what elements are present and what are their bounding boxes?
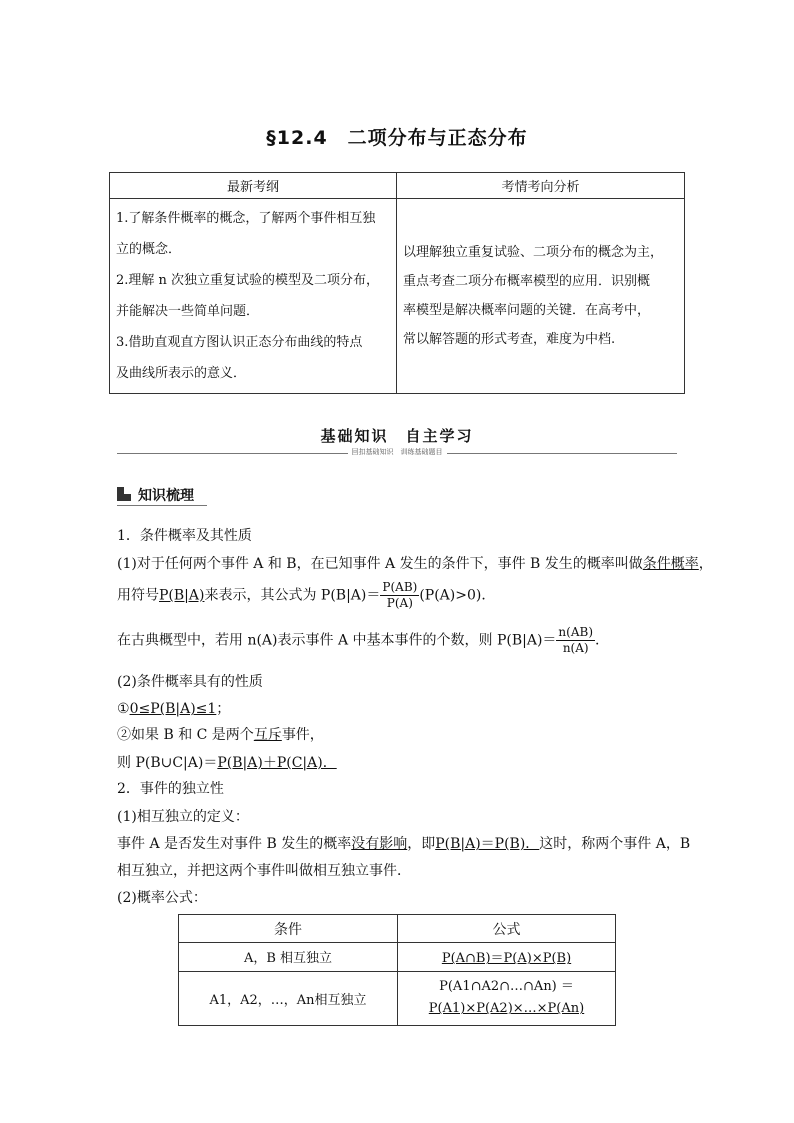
section-heading: 基础知识 自主学习 bbox=[320, 427, 474, 445]
fraction-classical: $\frac{n(AB)}{n(A)}$ bbox=[558, 625, 593, 655]
paragraph-independence-cont: 相互独立，并把这两个事件叫做相互独立事件． bbox=[117, 863, 411, 879]
property-union: 则 P(B∪C|A)＝P(B|A)＋P(C|A)． bbox=[117, 755, 337, 771]
knowledge-underline bbox=[117, 505, 207, 506]
col-header-syllabus: 最新考纲 bbox=[110, 173, 397, 199]
syllabus-cell bbox=[110, 199, 397, 394]
analysis-line: 率模型是解决概率问题的关键．在高考中， bbox=[403, 303, 651, 318]
analysis-line: 以理解独立重复试验、二项分布的概念为主， bbox=[403, 245, 664, 260]
analysis-cell bbox=[397, 199, 685, 394]
heading-conditional-probability: 1．条件概率及其性质 bbox=[117, 528, 252, 544]
fraction-conditional: $\frac{P(AB)}{P(A)}$ bbox=[382, 580, 418, 610]
formula-header-formula: 公式 bbox=[398, 915, 616, 943]
analysis-line: 重点考查二项分布概率模型的应用．识别概 bbox=[403, 274, 651, 289]
paragraph-independence-def: (1)相互独立的定义： bbox=[117, 809, 249, 825]
formula-row2-condition: A1，A2，…，An相互独立 bbox=[179, 971, 398, 1026]
syllabus-line: 1.了解条件概率的概念，了解两个事件相互独 bbox=[116, 211, 376, 226]
syllabus-line: 2.理解 n 次独立重复试验的模型及二项分布， bbox=[116, 273, 380, 288]
formula-row1-condition: A，B 相互独立 bbox=[179, 943, 398, 971]
formula-row2-formula: P(A1∩A2∩…∩An) ＝ P(A1)×P(A2)×…×P(An) bbox=[398, 971, 616, 1026]
overview-table bbox=[109, 172, 685, 394]
syllabus-line: 并能解决一些简单问题． bbox=[116, 304, 260, 319]
property-range: ①0≤P(B|A)≤1； bbox=[117, 701, 231, 717]
syllabus-line: 立的概念． bbox=[116, 242, 182, 257]
formula-row1-formula: P(A∩B)＝P(A)×P(B) bbox=[398, 943, 616, 971]
knowledge-icon bbox=[117, 487, 131, 501]
paragraph-independence-body: 事件 A 是否发生对事件 B 发生的概率没有影响，即P(B|A)＝P(B)．这时，称两个事件 A，B bbox=[117, 836, 691, 852]
paragraph-formula: 用符号P(B|A)来表示，其公式为 P(B|A)＝ $\frac{P(AB)}{P(A)}$ (P(A)>0)． bbox=[117, 580, 496, 610]
property-mutually-exclusive: ②如果 B 和 C 是两个互斥事件， bbox=[117, 727, 324, 743]
syllabus-line: 及曲线所表示的意义． bbox=[116, 366, 247, 381]
heading-independence: 2．事件的独立性 bbox=[117, 781, 224, 797]
knowledge-label: 知识梳理 bbox=[138, 488, 194, 504]
section-subheading: 回扣基础知识 训练基础题目 bbox=[0, 447, 794, 457]
paragraph-definition: (1)对于任何两个事件 A 和 B，在已知事件 A 发生的条件下，事件 B 发生的概率叫做条件概率， bbox=[117, 556, 713, 572]
paragraph-properties: (2)条件概率具有的性质 bbox=[117, 674, 263, 690]
syllabus-line: 3.借助直观直方图认识正态分布曲线的特点 bbox=[116, 335, 363, 350]
formula-header-condition: 条件 bbox=[179, 915, 398, 943]
paragraph-classical: 在古典概型中，若用 n(A)表示事件 A 中基本事件的个数，则 P(B|A)＝ $\frac{n(AB)}{n(A)}$ . bbox=[117, 625, 600, 655]
formula-table bbox=[178, 914, 616, 1026]
paragraph-probability-formula: (2)概率公式： bbox=[117, 890, 207, 906]
analysis-line: 常以解答题的形式考查，难度为中档. bbox=[403, 332, 616, 347]
col-header-analysis: 考情考向分析 bbox=[397, 173, 685, 199]
page-title: §12.4 二项分布与正态分布 bbox=[266, 127, 528, 149]
